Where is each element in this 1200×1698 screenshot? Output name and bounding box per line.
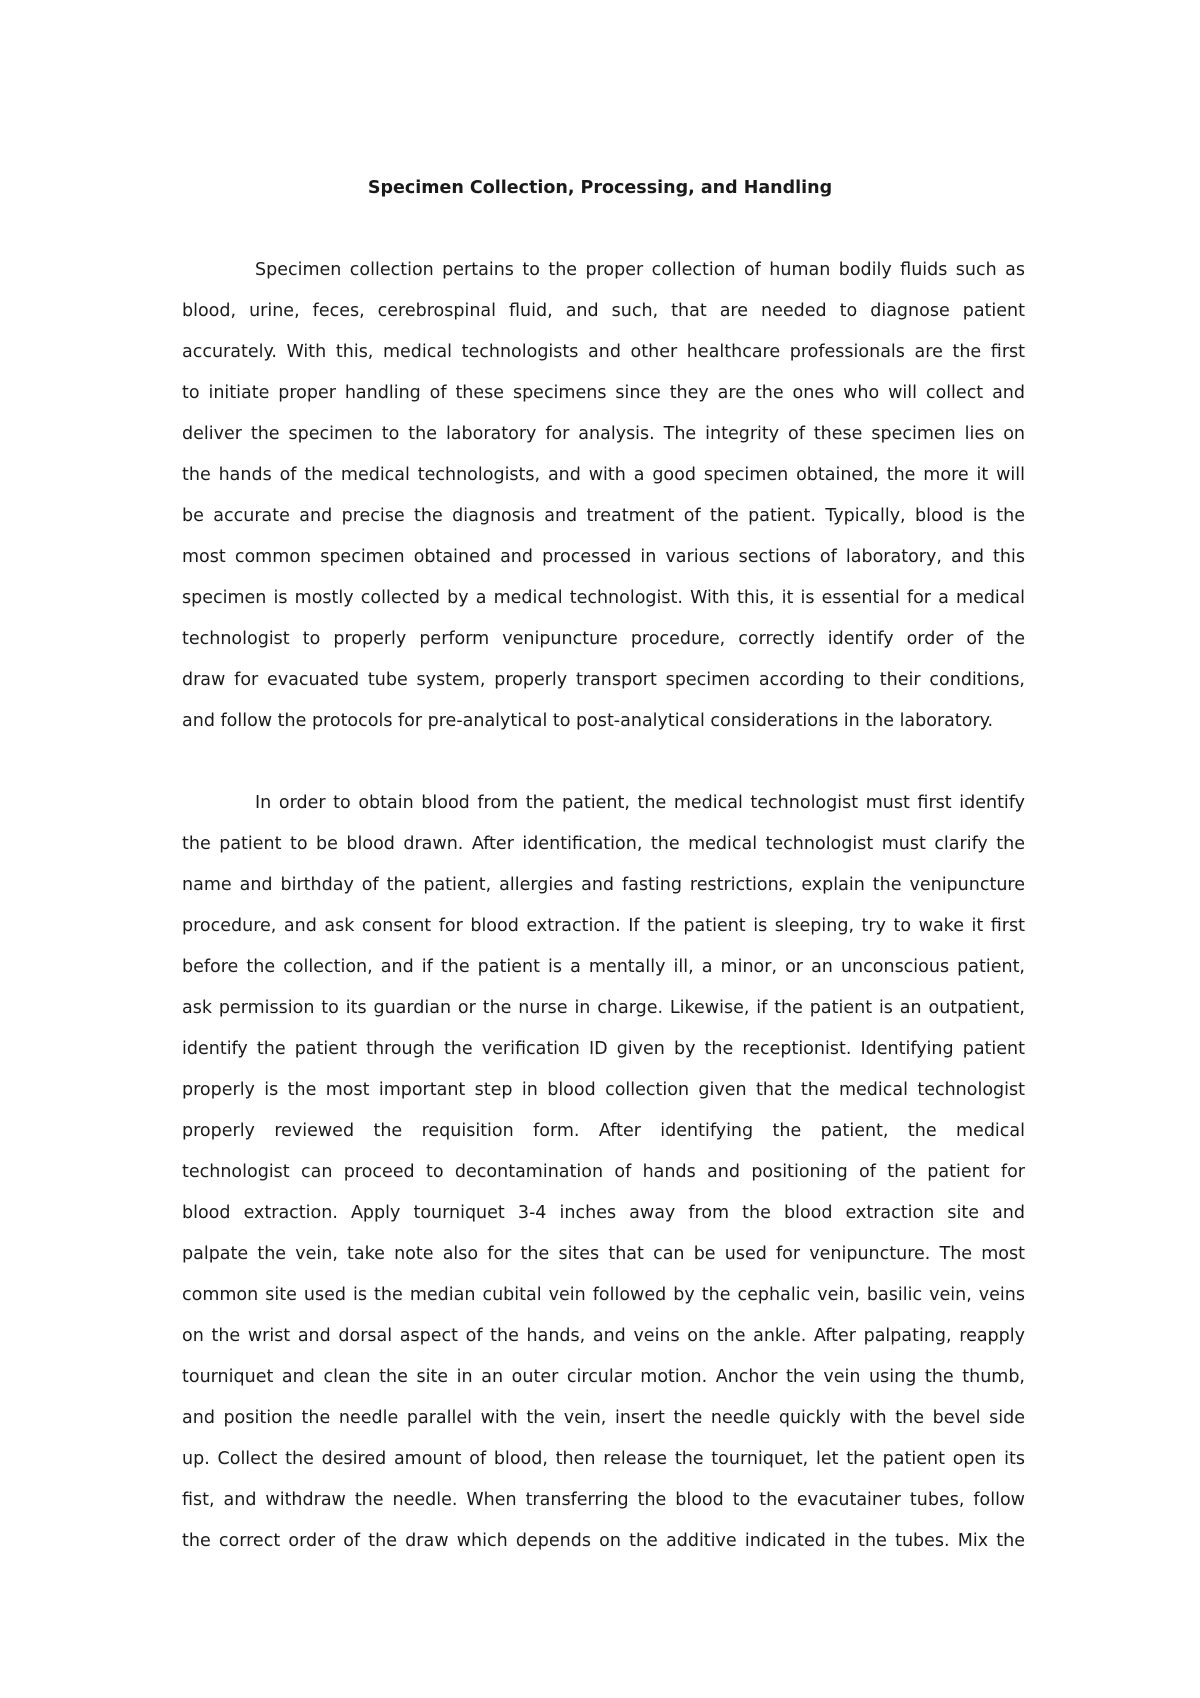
- text-line: ask permission to its guardian or the nurse in charge. Likewise, if the patient is an outpatient,: [182, 998, 1025, 1018]
- text-line: fist, and withdraw the needle. When transferring the blood to the evacutainer tubes, follow: [182, 1490, 1025, 1510]
- text-line: properly reviewed the requisition form. After identifying the patient, the medical: [182, 1121, 1025, 1141]
- text-line: to initiate proper handling of these specimens since they are the ones who will collect and: [182, 383, 1025, 403]
- text-line: properly is the most important step in blood collection given that the medical technologist: [182, 1080, 1025, 1100]
- text-line: accurately. With this, medical technologists and other healthcare professionals are the first: [182, 342, 1025, 362]
- text-line: up. Collect the desired amount of blood, then release the tourniquet, let the patient open its: [182, 1449, 1025, 1469]
- text-line: specimen is mostly collected by a medical technologist. With this, it is essential for a medical: [182, 588, 1025, 608]
- text-line: technologist can proceed to decontamination of hands and positioning of the patient for: [182, 1162, 1025, 1182]
- document-title: Specimen Collection, Processing, and Handling: [367, 178, 833, 198]
- text-line: blood, urine, feces, cerebrospinal fluid, and such, that are needed to diagnose patient: [182, 301, 1025, 321]
- text-line: palpate the vein, take note also for the sites that can be used for venipuncture. The most: [182, 1244, 1025, 1264]
- text-line: Specimen collection pertains to the proper collection of human bodily fluids such as: [255, 260, 1025, 280]
- text-line: the correct order of the draw which depends on the additive indicated in the tubes. Mix the: [182, 1531, 1025, 1551]
- text-line: draw for evacuated tube system, properly transport specimen according to their conditions,: [182, 670, 1025, 690]
- text-line: common site used is the median cubital vein followed by the cephalic vein, basilic vein, veins: [182, 1285, 1025, 1305]
- text-line: the hands of the medical technologists, and with a good specimen obtained, the more it will: [182, 465, 1025, 485]
- text-line: In order to obtain blood from the patient, the medical technologist must first identify: [255, 793, 1025, 813]
- text-line: most common specimen obtained and processed in various sections of laboratory, and this: [182, 547, 1025, 567]
- text-line: and position the needle parallel with the vein, insert the needle quickly with the bevel side: [182, 1408, 1025, 1428]
- text-line: the patient to be blood drawn. After identification, the medical technologist must clarify the: [182, 834, 1025, 854]
- text-line: blood extraction. Apply tourniquet 3-4 inches away from the blood extraction site and: [182, 1203, 1025, 1223]
- text-line: and follow the protocols for pre-analytical to post-analytical considerations in the laboratory.: [182, 711, 994, 731]
- text-line: deliver the specimen to the laboratory for analysis. The integrity of these specimen lies on: [182, 424, 1025, 444]
- text-line: be accurate and precise the diagnosis and treatment of the patient. Typically, blood is the: [182, 506, 1025, 526]
- text-line: before the collection, and if the patient is a mentally ill, a minor, or an unconscious patient,: [182, 957, 1025, 977]
- text-line: identify the patient through the verification ID given by the receptionist. Identifying patient: [182, 1039, 1025, 1059]
- text-line: procedure, and ask consent for blood extraction. If the patient is sleeping, try to wake it first: [182, 916, 1025, 936]
- text-line: on the wrist and dorsal aspect of the hands, and veins on the ankle. After palpating, reapply: [182, 1326, 1025, 1346]
- text-line: tourniquet and clean the site in an outer circular motion. Anchor the vein using the thumb,: [182, 1367, 1025, 1387]
- text-line: technologist to properly perform venipuncture procedure, correctly identify order of the: [182, 629, 1025, 649]
- text-line: name and birthday of the patient, allergies and fasting restrictions, explain the venipuncture: [182, 875, 1025, 895]
